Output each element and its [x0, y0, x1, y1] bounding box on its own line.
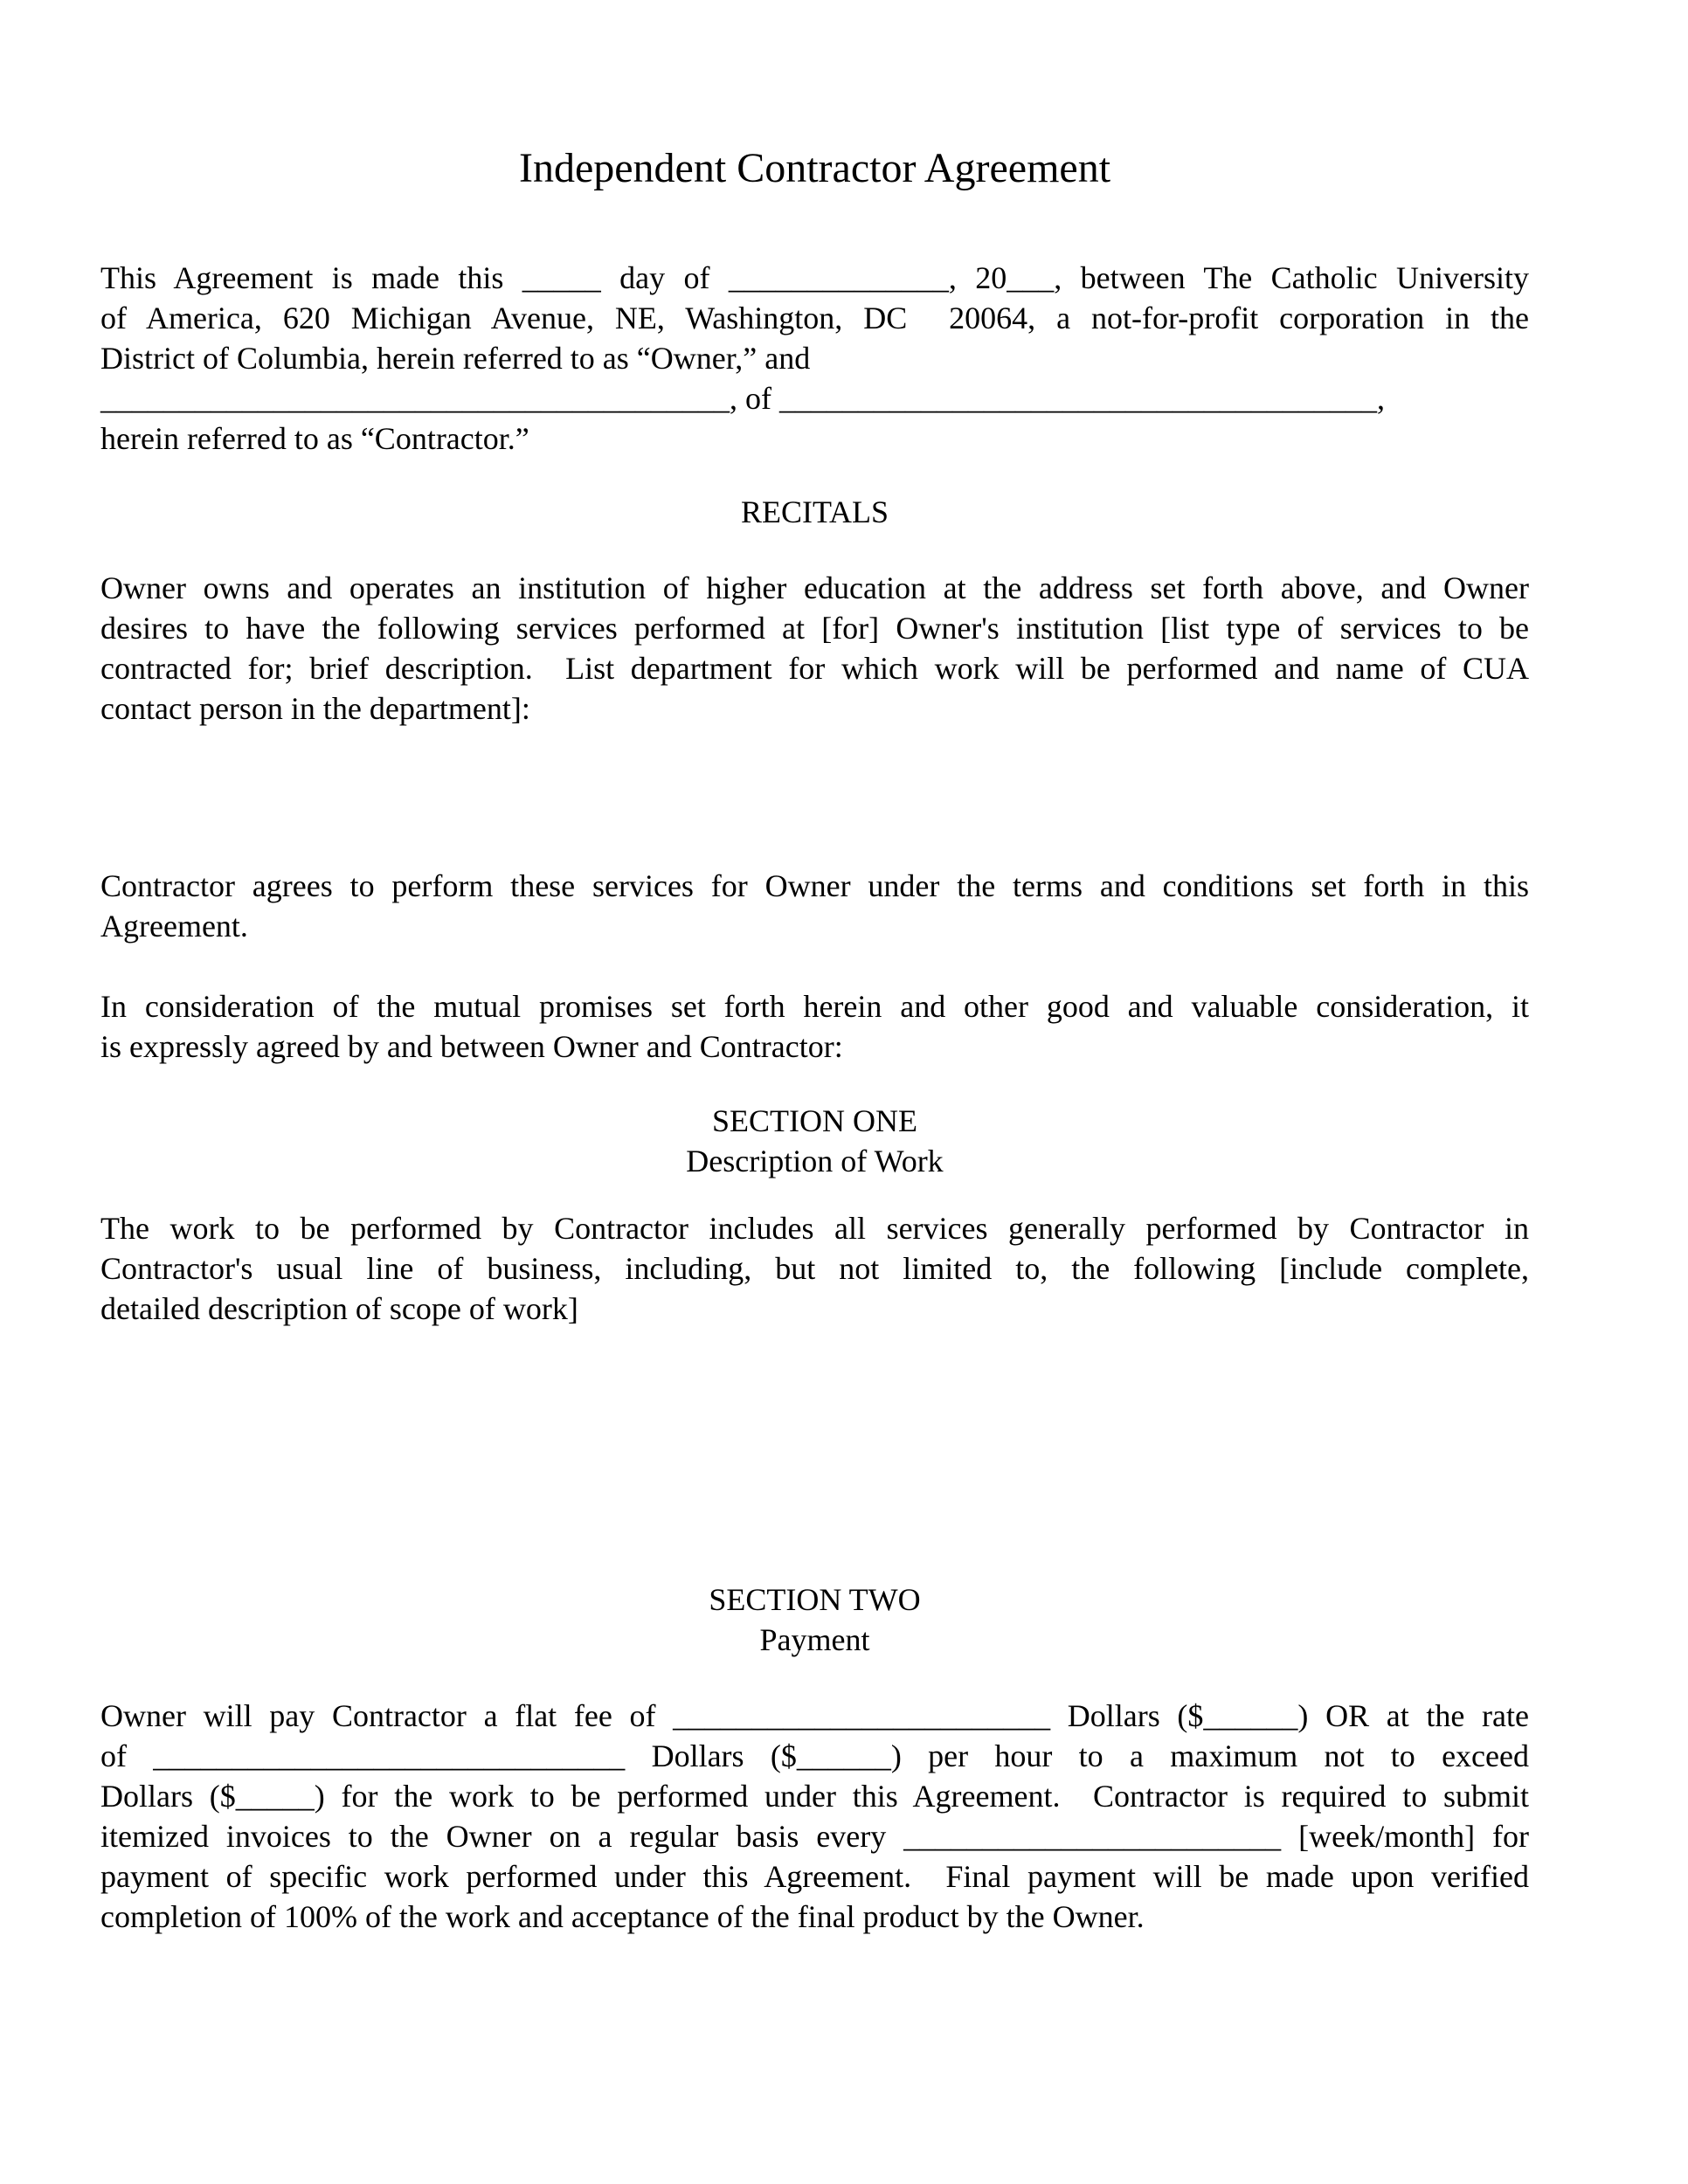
text-line: contracted for; brief description. List department for which work will be performed and name of CUA	[100, 651, 1529, 686]
recitals-paragraph-2	[100, 866, 1529, 946]
recitals-paragraph-3	[100, 986, 1529, 1067]
section-two-paragraph	[100, 1696, 1529, 1937]
recitals-heading: RECITALS	[740, 494, 889, 529]
fill-in-blank-line: ________________________________________, of ______________________________________,	[100, 381, 1385, 416]
text-line: Owner owns and operates an institution of higher education at the address set forth above, and Owner	[100, 570, 1529, 605]
section-one-heading: SECTION ONE	[712, 1103, 917, 1138]
text-line: payment of specific work performed under this Agreement. Final payment will be made upon verified	[100, 1859, 1529, 1894]
recitals-paragraph-1	[100, 568, 1529, 729]
text-line: Contractor agrees to perform these services for Owner under the terms and conditions set forth in this	[100, 868, 1529, 903]
document-title: Independent Contractor Agreement	[518, 145, 1111, 191]
section-one-subheading: Description of Work	[686, 1144, 944, 1178]
text-line: of America, 620 Michigan Avenue, NE, Washington, DC 20064, a not-for-profit corporation in the	[100, 301, 1529, 335]
text-line: This Agreement is made this _____ day of ______________, 20___, between The Catholic University	[100, 260, 1529, 295]
section-one-paragraph	[100, 1208, 1529, 1329]
section-two-subheading: Payment	[759, 1622, 870, 1657]
intro-paragraph	[100, 258, 1529, 459]
section-two-heading: SECTION TWO	[709, 1582, 921, 1617]
text-line: desires to have the following services performed at [for] Owner's institution [list type of services to be	[100, 611, 1529, 646]
fill-in-blank-line: itemized invoices to the Owner on a regular basis every ________________________ [week/month] for	[100, 1819, 1529, 1854]
text-line: completion of 100% of the work and acceptance of the final product by the Owner.	[100, 1899, 1145, 1934]
scope-of-work-blank-space	[100, 1329, 1529, 1579]
fill-in-blank-line: Owner will pay Contractor a flat fee of ________________________ Dollars ($______) OR at the rate	[100, 1698, 1529, 1733]
document-body	[100, 0, 1529, 1937]
text-line: The work to be performed by Contractor includes all services generally performed by Contractor in	[100, 1211, 1529, 1246]
text-line: Agreement.	[100, 909, 248, 943]
fill-in-blank-line: Dollars ($_____) for the work to be performed under this Agreement. Contractor is required to submit	[100, 1779, 1529, 1814]
text-line: detailed description of scope of work]	[100, 1291, 578, 1326]
text-line: In consideration of the mutual promises set forth herein and other good and valuable consideration, it	[100, 989, 1529, 1024]
text-line: District of Columbia, herein referred to as “Owner,” and	[100, 341, 811, 376]
text-line: contact person in the department]:	[100, 691, 530, 726]
text-line: is expressly agreed by and between Owner and Contractor:	[100, 1029, 843, 1064]
text-line: Contractor's usual line of business, including, but not limited to, the following [include complete,	[100, 1251, 1529, 1286]
fill-in-blank-line: of ______________________________ Dollars ($______) per hour to a maximum not to exceed	[100, 1738, 1529, 1773]
text-line: herein referred to as “Contractor.”	[100, 421, 529, 456]
